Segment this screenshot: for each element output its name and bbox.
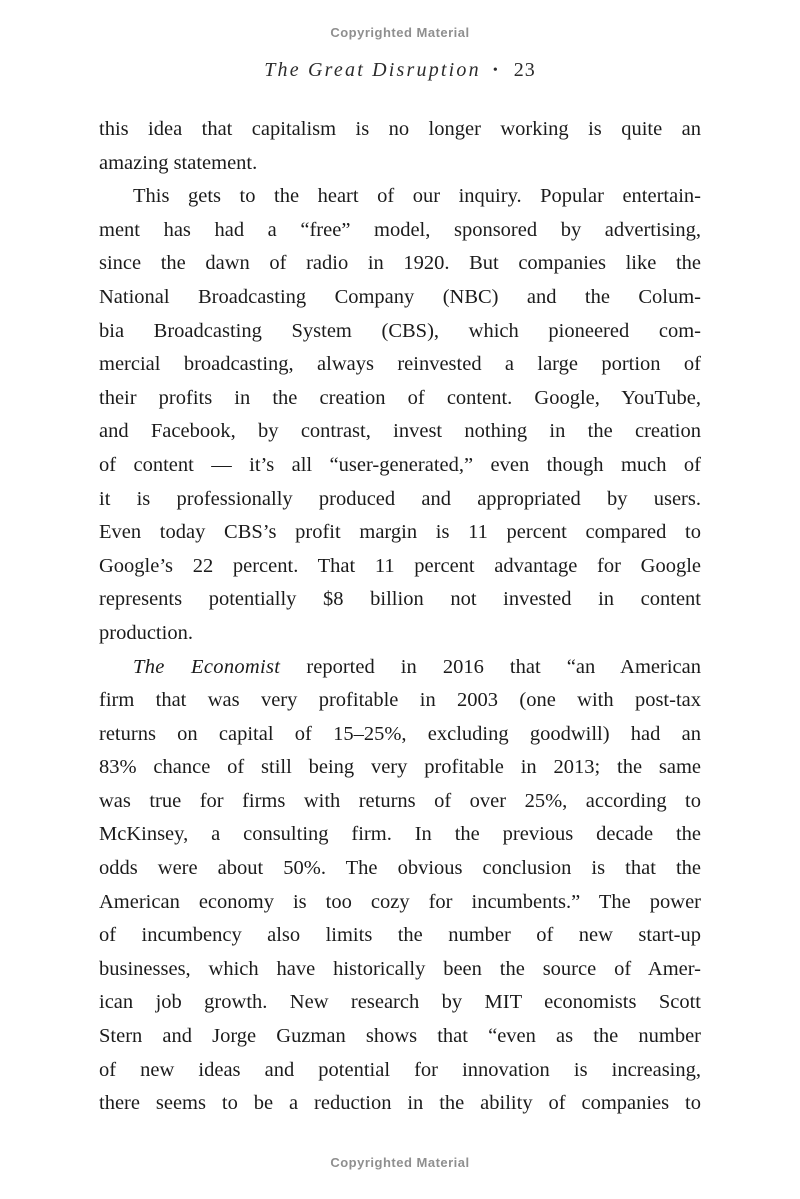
body-text	[99, 113, 701, 1121]
text-line: represents potentially $8 billion not invested in content	[99, 588, 701, 611]
text-line: American economy is too cozy for incumbents.” The power	[99, 890, 701, 913]
text-line: returns on capital of 15–25%, excluding goodwill) had an	[99, 722, 701, 745]
text-line: Stern and Jorge Guzman shows that “even as the number	[99, 1025, 701, 1048]
text-line: Google’s 22 percent. That 11 percent advantage for Google	[99, 554, 701, 577]
text-line: 83% chance of still being very profitable in 2013; the same	[99, 756, 701, 779]
text-line: and Facebook, by contrast, invest nothing in the creation	[99, 420, 701, 443]
book-title: The Great Disruption	[264, 59, 481, 81]
text-line: their profits in the creation of content. Google, YouTube,	[99, 386, 701, 409]
text-line: this idea that capitalism is no longer working is quite an	[99, 118, 701, 140]
text-line: of content — it’s all “user-generated,” even though much of	[99, 453, 701, 476]
text-line: it is professionally produced and appropriated by users.	[99, 487, 701, 510]
bullet-separator-icon: •	[492, 63, 498, 78]
text-line: businesses, which have historically been the source of Amer-	[99, 957, 701, 980]
text-line: odds were about 50%. The obvious conclusion is that the	[99, 857, 701, 880]
text-line: National Broadcasting Company (NBC) and the Colum-	[99, 285, 701, 308]
text-line: since the dawn of radio in 1920. But companies like the	[99, 252, 701, 275]
text-line: of incumbency also limits the number of new start-up	[99, 924, 701, 947]
text-line: production.	[99, 621, 193, 644]
copyright-notice-top: Copyrighted Material	[330, 25, 470, 40]
text-line: mercial broadcasting, always reinvested a large portion of	[99, 353, 701, 376]
text-line: ment has had a “free” model, sponsored by advertising,	[99, 218, 701, 241]
text-line: The Economist reported in 2016 that “an American	[133, 655, 701, 678]
text-line: This gets to the heart of our inquiry. Popular entertain-	[133, 185, 701, 208]
running-header	[0, 57, 800, 84]
text-line: Even today CBS’s profit margin is 11 percent compared to	[99, 521, 701, 544]
text-line: ican job growth. New research by MIT economists Scott	[99, 991, 701, 1014]
text-line: amazing statement.	[99, 151, 258, 174]
text-line: bia Broadcasting System (CBS), which pioneered com-	[99, 319, 701, 342]
page-number: 23	[513, 59, 536, 81]
text-line: there seems to be a reduction in the ability of companies to	[99, 1092, 701, 1115]
text-line: of new ideas and potential for innovation is increasing,	[99, 1058, 701, 1081]
copyright-notice-bottom: Copyrighted Material	[330, 1155, 470, 1170]
text-line: was true for firms with returns of over 25%, according to	[99, 789, 701, 812]
text-line: firm that was very profitable in 2003 (one with post-tax	[99, 689, 701, 712]
text-line: McKinsey, a consulting firm. In the previous decade the	[99, 823, 701, 846]
